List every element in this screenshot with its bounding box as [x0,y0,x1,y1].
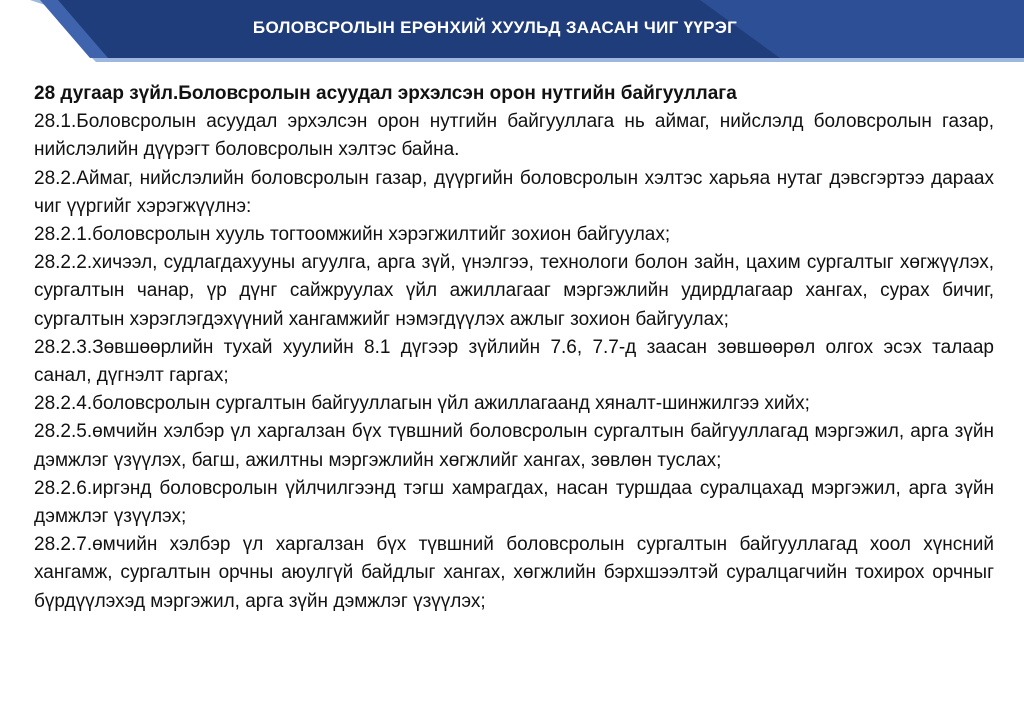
paragraph-28-2-2: 28.2.2.хичээл, судлагдахууны агуулга, арга зүй, үнэлгээ, технологи болон зайн, цахим сургалтыг хөгжүүлэх, сургалтын чанар, үр дүнг сайжруулах үйл ажиллагааг мэргэжлийн удирдлагаар хангах, сурах бичиг, сургалтын хэрэглэгдэхүүний хангамжийг нэмэгдүүлэх ажлыг зохион байгуулах; [34,252,994,330]
article-body [34,80,994,616]
header-banner [0,0,1024,66]
paragraph-28-2-6: 28.2.6.иргэнд боловсролын үйлчилгээнд тэгш хамрагдах, насан туршдаа суралцахад мэргэжил, арга зүйн дэмжлэг үзүүлэх; [34,477,994,528]
paragraph-28-2-3: 28.2.3.Зөвшөөрлийн тухай хуулийн 8.1 дүгээр зүйлийн 7.6, 7.7-д заасан зөвшөөрөл олгох эсэх талаар санал, дүгнэлт гаргах; [34,336,994,387]
page-title: БОЛОВСРОЛЫН ЕРӨНХИЙ ХУУЛЬД ЗААСАН ЧИГ ҮҮРЭГ [252,18,738,37]
banner-bottom-stripe [92,58,1024,62]
paragraph-28-2-5: 28.2.5.өмчийн хэлбэр үл харгалзан бүх түвшний боловсролын сургалтын байгууллагад мэргэжил, арга зүйн дэмжлэг үзүүлэх, багш, ажилтны мэргэжлийн хөгжлийг хангах, зөвлөн туслах; [34,421,994,471]
paragraph-28-2-1: 28.2.1.боловсролын хууль тогтоомжийн хэрэгжилтийг зохион байгуулах; [34,224,671,246]
paragraph-28-2-4: 28.2.4.боловсролын сургалтын байгууллагын үйл ажиллагаанд хяналт-шинжилгээ хийх; [34,393,810,415]
article-heading: 28 дугаар зүйл.Боловсролын асуудал эрхэлсэн орон нутгийн байгууллага [34,83,737,104]
paragraph-28-2-7: 28.2.7.өмчийн хэлбэр үл харгалзан бүх түвшний боловсролын сургалтын байгууллагад хоол хүнсний хангамж, сургалтын орчны аюулгүй байдлыг хангах, хөгжлийн бэрхшээлтэй суралцагчийн тохирох орчныг бүрдүүлэхэд мэргэжил, арга зүйн дэмжлэг үзүүлэх; [34,534,994,612]
paragraph-28-2: 28.2.Аймаг, нийслэлийн боловсролын газар, дүүргийн боловсролын хэлтэс харьяа нутаг дэвсгэртээ дараах чиг үүргийг хэрэгжүүлнэ: [34,167,994,217]
paragraph-28-1: 28.1.Боловсролын асуудал эрхэлсэн орон нутгийн байгууллага нь аймаг, нийслэлд боловсролын газар, нийслэлийн дүүрэгт боловсролын хэлтэс байна. [34,111,994,161]
